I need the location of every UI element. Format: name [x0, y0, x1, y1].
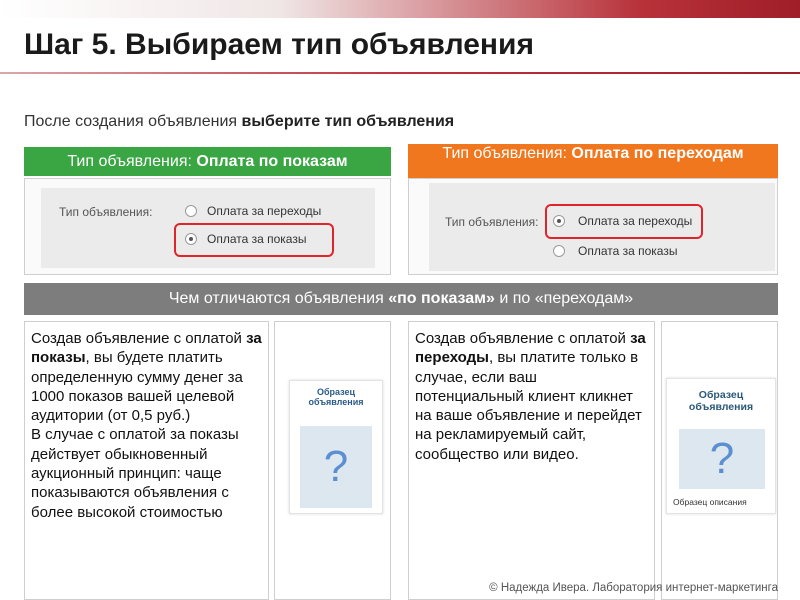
sample-ad-right [661, 321, 778, 600]
sample-ad-title: Образец объявления [688, 389, 754, 413]
highlight-frame [174, 223, 334, 257]
text-part: Создав объявление с оплатой [31, 330, 247, 347]
form-label: Тип объявления: [445, 215, 539, 229]
form-label: Тип объявления: [59, 205, 153, 219]
comparison-suffix: и по «переходам» [494, 290, 634, 307]
intro-text [24, 113, 454, 131]
text-part: В случае с оплатой за показы действует обыкновенный аукционный принцип: чаще показываются объявления с более высокой стоимостью [31, 426, 239, 521]
slide-title: Шаг 5. Выбираем тип объявления [24, 28, 534, 61]
form-background [429, 183, 775, 271]
pay-per-impression-description [24, 321, 269, 600]
text-part: Создав объявление с оплатой [415, 330, 631, 347]
form-background [41, 188, 375, 268]
comparison-header [24, 283, 778, 315]
radio-pay-per-click[interactable] [185, 205, 197, 217]
radio-pay-per-impression[interactable] [553, 245, 565, 257]
text-part: , вы платите только в случае, если ваш потенциальный клиент кликнет на ваше объявление и перейдет на рекламируемый сайт, сообщество или видео. [415, 349, 642, 463]
text-part: , вы будете платить определенную сумму денег за 1000 показов вашей целевой аудитории (от 0,5 руб.) [31, 349, 243, 425]
header-bold: Оплата по переходам [571, 145, 744, 162]
sample-ad-left [274, 321, 391, 600]
question-mark-icon: ? [300, 426, 372, 508]
sample-ad-description: Образец описания [673, 497, 747, 507]
header-pay-per-clicks [408, 144, 778, 178]
sample-ad-card [666, 378, 776, 514]
intro-bold: выберите тип объявления [241, 113, 455, 130]
text-bold: за показы [31, 330, 262, 367]
question-mark-icon: ? [679, 429, 765, 489]
ad-type-form-right [408, 178, 778, 275]
sample-ad-card [289, 380, 383, 514]
header-pay-per-impressions [24, 147, 391, 176]
option-pay-per-click-label: Оплата за переходы [207, 204, 322, 218]
header-prefix: Тип объявления: [67, 153, 197, 170]
intro-prefix: После создания объявления [24, 113, 242, 130]
ad-type-form-left [24, 178, 391, 275]
comparison-prefix: Чем отличаются объявления [168, 290, 389, 307]
comparison-bold: «по показам» [388, 290, 495, 307]
footer-credit: © Надежда Ивера. Лаборатория интернет-маркетинга [489, 582, 778, 594]
title-underline [0, 72, 800, 74]
option-pay-per-click-label: Оплата за переходы [578, 214, 693, 228]
highlight-frame [545, 204, 703, 239]
option-pay-per-impression-label: Оплата за показы [207, 232, 307, 246]
option-pay-per-impression-label: Оплата за показы [578, 244, 678, 258]
header-prefix: Тип объявления: [442, 145, 572, 162]
pay-per-click-description [408, 321, 655, 600]
text-bold: за переходы [415, 330, 646, 367]
sample-ad-title: Образец объявления [308, 387, 364, 407]
header-bold: Оплата по показам [196, 153, 348, 170]
top-gradient-bar [0, 0, 800, 18]
